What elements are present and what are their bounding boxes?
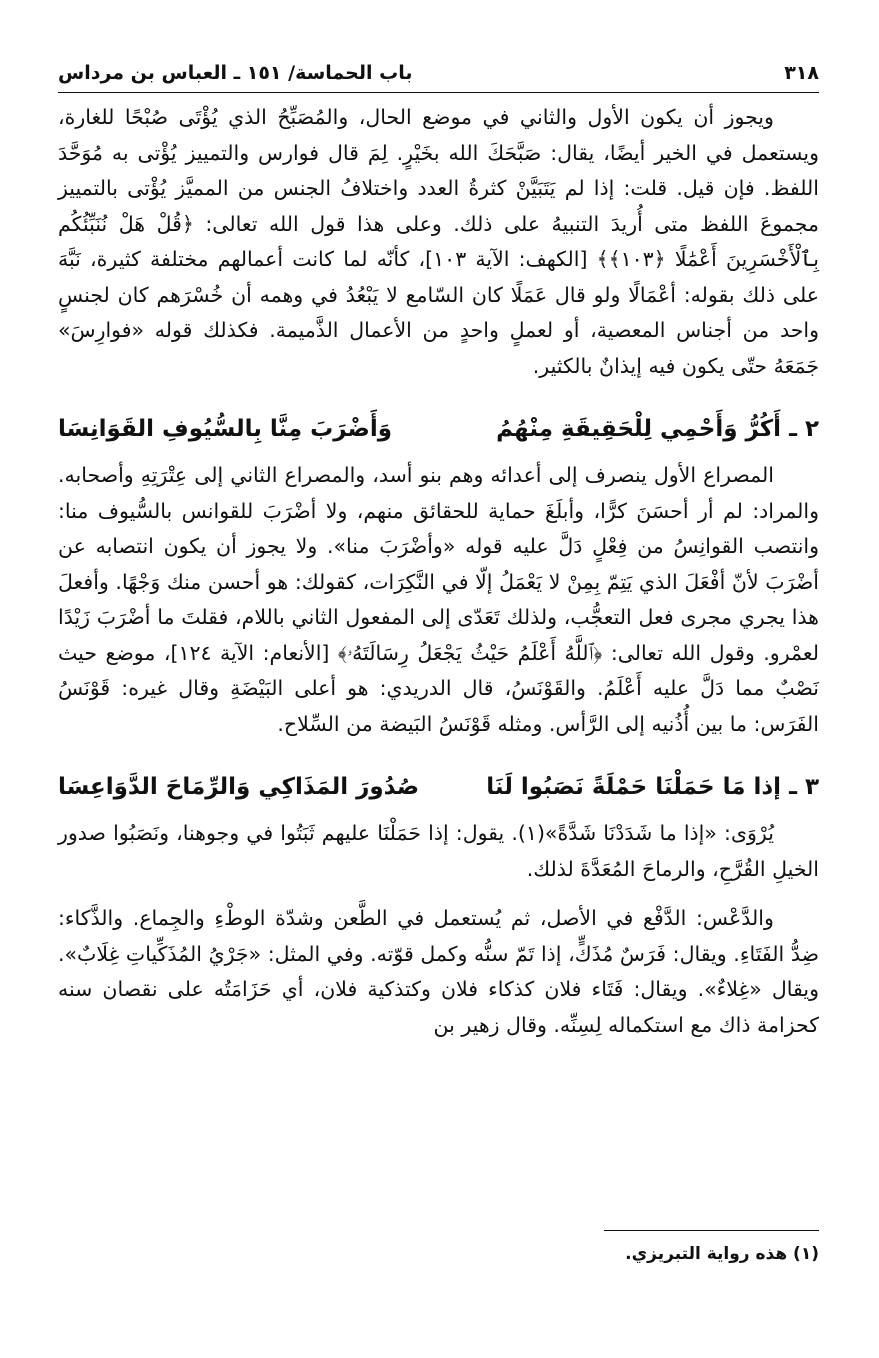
verse-3-hemistich-2: صُدُورَ المَذَاكِي وَالرِّمَاحَ الدَّوَاعِسَا: [58, 774, 420, 800]
paragraph-commentary-4: والدَّعْس: الدَّفْع في الأصل، ثم يُستعمل في الطَّعن وشدّة الوطْءِ والجِماع. والذَّكاء: ضِدُّ الفَتَاءِ. ويقال: فَرَسٌ مُذَكٍّ، إذا تَمّ سنُّه وكمل قوّته. وفي المثل: «جَرْيُ المُذَكِّياتِ غِلَابٌ». ويقال «غِلاءٌ». ويقال: فَتَاء فلان كذكاء فلان وكتذكية فلان، أي حَزَامَتُه على نقصان سنه كحزامة ذاك مع استكماله لِسِنِّه. وقال زهير بن: [58, 906, 819, 1037]
footnote: (١) هذه رواية التبريزي.: [625, 1244, 819, 1264]
verse-2: [58, 410, 819, 448]
running-header: [58, 58, 819, 88]
paragraph-gap: [58, 887, 819, 901]
header-rule: [58, 92, 819, 93]
verse-3-hemistich-1: ٣ ـ إذا مَا حَمَلْنَا حَمْلَةً نَصَبُوا لَنَا: [486, 774, 819, 800]
verse-2-hemistich-1: ٢ ـ أَكُرُّ وَأَحْمِي لِلْحَقِيقَةِ مِنْهُمُ: [496, 416, 819, 442]
paragraph-commentary-2: المصراع الأول ينصرف إلى أعدائه وهم بنو أسد، والمصراع الثاني إلى عِتْرَتِهِ وأصحابه. والمراد: لم أر أحسَنَ كرًّا، وأبلَغَ حماية للحقائق منهم، ولا أضْرَبَ للقوانس بالسُّيوف منا: وانتصب القوانِسُ من فِعْلٍ دَلَّ عليه قوله «وأضْرَبَ منا». ولا يجوز أن يكون انتصابه عن أضْرَبَ لأنّ أفْعَلَ الذي يَتِمّ بِمِنْ لا يَعْمَلُ إلّا في النَّكِرَات، كقولك: هو أحسن منك وَجْهًا. وأفعلَ هذا يجري مجرى فعل التعجُّب، ولذلك تَعَدّى إلى المفعول الثاني باللام، فقلتَ ما أضْرَبَ زَيْدًا لعمْرو. وقول الله تعالى: ﴿ٱللَّهُ أَعْلَمُ حَيْثُ يَجْعَلُ رِسَالَتَهُۥ﴾ [الأنعام: الآية ١٢٤]، موضع حيث نَصْبٌ مما دَلَّ عليه أَعْلَمُ. والقَوْنَسُ، قال الدريدي: هو أعلى البَيْضَةِ وقال غيره: قَوْنَسُ الفَرَس: ما بين أُذُنيه إلى الرَّأس. ومثله قَوْنَسُ البَيضة من السِّلاح.: [58, 463, 819, 736]
verse-3: [58, 768, 819, 806]
paragraph-commentary-3: يُرْوَى: «إذا ما شَدَدْنَا شَدَّةً»(١). يقول: إذا حَمَلْنَا عليهم ثَبَتُوا في وجوهنا، ونَصَبُوا صدور الخيلِ القُرَّحِ، والرماحَ المُعَدَّةَ لذلك.: [58, 821, 819, 881]
verse-2-hemistich-2: وَأَضْرَبَ مِنَّا بِالسُّيُوفِ القَوَانِسَا: [58, 416, 393, 442]
footnote-rule: [604, 1230, 819, 1231]
page-number: ٣١٨: [784, 62, 819, 84]
paragraph-commentary-1: ويجوز أن يكون الأول والثاني في موضع الحال، والمُصَبِّحُ الذي يُؤْتَى صُبْحًا للغارة، ويستعمل في الخير أيضًا، يقال: صَبَّحَكَ الله بخَيْرٍ. لِمَ قال فوارس والتمييز يُؤْتى به مُوَحَّدَ اللفظ. فإن قيل. قلت: إذا لم يَتَبَيَّنْ كثرةُ العدد واختلافُ الجنس من المميَّز يُؤْتى بالتمييز مجموعَ اللفظ متى أُريدَ التنبيهُ على ذلك. وعلى هذا قول الله تعالى: ﴿قُلْ هَلْ نُنَبِّئُكُم بِٱلْأَخْسَرِينَ أَعْمَٰلًا ﴿١٠٣﴾﴾ [الكهف: الآية ١٠٣]، كأنّه لما كانت أعمالهم مختلفة كثيرة، نَبَّهَ على ذلك بقوله: أعْمَالًا ولو قال عَمَلًا كان السّامع لا يَبْعُدُ في وهمه أن خُسْرَهم كان لجنسٍ واحد من أجناس المعصية، أو لعملٍ واحدٍ من الأعمال الذَّميمة. فكذلك قوله «فوارِسَ» جَمَعَهُ حتّى يكون فيه إيذانٌ بالكثير.: [58, 105, 819, 378]
running-title: باب الحماسة/ ١٥١ ـ العباس بن مرداس: [58, 62, 413, 84]
main-text: [58, 100, 819, 1043]
